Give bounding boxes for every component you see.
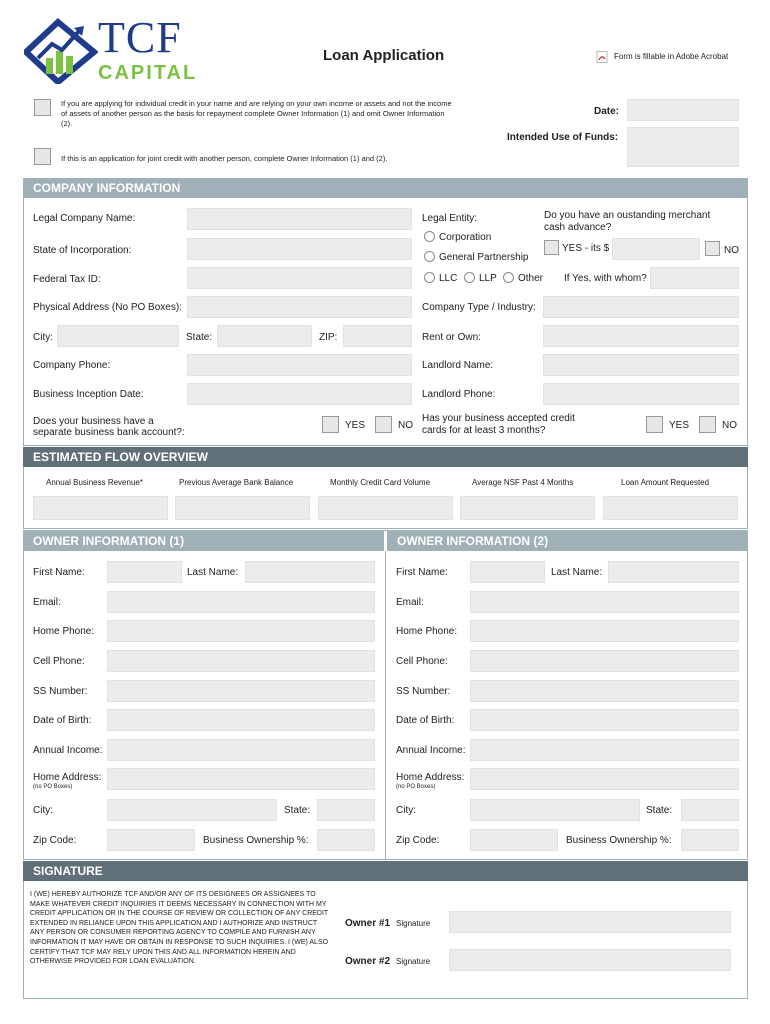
pdf-icon: [596, 51, 608, 63]
phone-label: Company Phone:: [33, 360, 111, 371]
owner1-last-label: Last Name:: [187, 567, 239, 578]
owner2-income-field[interactable]: [470, 739, 739, 761]
owner2-address-field[interactable]: [470, 768, 739, 790]
flow-col-balance: Previous Average Bank Balance: [179, 478, 294, 487]
joint-credit-checkbox[interactable]: [34, 148, 51, 165]
mca-question-line2: cash advance?: [544, 222, 612, 233]
other-label: Other: [518, 273, 544, 284]
owner1-signature-label: Signature: [396, 919, 431, 928]
address-field[interactable]: [187, 296, 412, 318]
partnership-label: General Partnership: [439, 252, 529, 263]
owner2-home-phone-label: Home Phone:: [396, 626, 458, 637]
owner2-city-label: City:: [396, 805, 416, 816]
individual-credit-checkbox[interactable]: [34, 99, 51, 116]
mca-amount-field[interactable]: [612, 238, 700, 260]
cards-no-checkbox[interactable]: [699, 416, 716, 433]
owner1-city-field[interactable]: [107, 799, 277, 821]
inception-field[interactable]: [187, 383, 412, 405]
owner2-dob-label: Date of Birth:: [396, 715, 455, 726]
zip-label: ZIP:: [319, 332, 338, 343]
logo-subtext: CAPITAL: [98, 62, 198, 84]
owner2-first-field[interactable]: [470, 561, 545, 583]
funds-field[interactable]: [627, 127, 739, 167]
mca-yes-checkbox[interactable]: [544, 240, 559, 255]
landlord-name-label: Landlord Name:: [422, 360, 494, 371]
other-radio[interactable]: [503, 272, 514, 283]
owner1-first-field[interactable]: [107, 561, 182, 583]
entity-label: Legal Entity:: [422, 213, 478, 224]
owner1-signature-owner-label: Owner #1: [345, 918, 391, 929]
owner2-zip-label: Zip Code:: [396, 835, 440, 846]
owner2-last-field[interactable]: [608, 561, 739, 583]
owner1-zip-field[interactable]: [107, 829, 195, 851]
bank-yes-label: YES: [345, 420, 366, 431]
state-field[interactable]: [217, 325, 312, 347]
owner1-state-label: State:: [284, 805, 311, 816]
owner2-ownership-label: Business Ownership %:: [566, 835, 672, 846]
owner2-state-label: State:: [646, 805, 673, 816]
owner2-email-field[interactable]: [470, 591, 739, 613]
owner1-address-field[interactable]: [107, 768, 375, 790]
page-title: Loan Application: [323, 47, 445, 64]
landlord-name-field[interactable]: [543, 354, 739, 376]
owner2-signature-owner-label: Owner #2: [345, 956, 391, 967]
cards-no-label: NO: [722, 420, 737, 431]
owner1-no-po-label: (no PO Boxes): [33, 784, 73, 790]
llc-radio[interactable]: [424, 272, 435, 283]
owner1-signature-field[interactable]: [449, 911, 731, 933]
revenue-field[interactable]: [33, 496, 168, 520]
owner1-first-label: First Name:: [33, 567, 85, 578]
legal-name-label: Legal Company Name:: [33, 213, 136, 224]
owner2-ssn-label: SS Number:: [396, 686, 451, 697]
mca-no-label: NO: [724, 245, 739, 256]
llc-label: LLC: [439, 273, 458, 284]
owner2-cell-field[interactable]: [470, 650, 739, 672]
city-field[interactable]: [57, 325, 179, 347]
landlord-phone-field[interactable]: [543, 383, 739, 405]
logo-text: TCF: [98, 13, 182, 62]
logo: [24, 13, 204, 88]
company-type-field[interactable]: [543, 296, 739, 318]
partnership-radio[interactable]: [424, 251, 435, 262]
owner2-signature-field[interactable]: [449, 949, 731, 971]
tax-id-label: Federal Tax ID:: [33, 274, 101, 285]
llp-label: LLP: [479, 273, 497, 284]
rent-own-label: Rent or Own:: [422, 332, 481, 343]
llp-radio[interactable]: [464, 272, 475, 283]
loan-amount-field[interactable]: [603, 496, 738, 520]
city-label: City:: [33, 332, 53, 343]
cards-yes-checkbox[interactable]: [646, 416, 663, 433]
owner1-ownership-field[interactable]: [317, 829, 375, 851]
rent-own-field[interactable]: [543, 325, 739, 347]
owner2-city-field[interactable]: [470, 799, 640, 821]
owner2-heading: OWNER INFORMATION (2): [387, 531, 748, 551]
with-whom-field[interactable]: [650, 267, 739, 289]
company-type-label: Company Type / Industry:: [422, 302, 536, 313]
owner1-home-phone-label: Home Phone:: [33, 626, 95, 637]
bank-yes-checkbox[interactable]: [322, 416, 339, 433]
owner2-ssn-field[interactable]: [470, 680, 739, 702]
inception-label: Business Inception Date:: [33, 389, 144, 400]
owner1-email-field[interactable]: [107, 591, 375, 613]
owner2-last-label: Last Name:: [551, 567, 603, 578]
owner1-heading: OWNER INFORMATION (1): [23, 531, 384, 551]
flow-col-loan: Loan Amount Requested: [621, 478, 710, 487]
nsf-field[interactable]: [460, 496, 595, 520]
balance-field[interactable]: [175, 496, 310, 520]
owner2-dob-field[interactable]: [470, 709, 739, 731]
flow-col-revenue: Annual Business Revenue*: [46, 478, 143, 487]
owner1-email-label: Email:: [33, 597, 61, 608]
mca-yes-label: YES - its $: [562, 243, 610, 254]
phone-field[interactable]: [187, 354, 412, 376]
owner2-first-label: First Name:: [396, 567, 448, 578]
acrobat-note: Form is fillable in Adobe Acrobat: [596, 51, 728, 63]
owner1-address-label: Home Address:: [33, 772, 102, 783]
owner1-income-label: Annual Income:: [33, 745, 103, 756]
cards-question-line2: cards for at least 3 months?: [422, 425, 546, 436]
state-inc-label: State of Incorporation:: [33, 245, 132, 256]
owner2-zip-field[interactable]: [470, 829, 558, 851]
owner2-email-label: Email:: [396, 597, 424, 608]
date-label: Date:: [594, 106, 620, 117]
cards-question-line1: Has your business accepted credit: [422, 413, 575, 424]
owner2-state-field[interactable]: [681, 799, 739, 821]
corporation-radio[interactable]: [424, 231, 435, 242]
with-whom-label: If Yes, with whom?: [564, 273, 647, 284]
bank-question-line1: Does your business have a: [33, 416, 154, 427]
flow-col-cc-volume: Monthly Credit Card Volume: [330, 478, 431, 487]
bank-no-checkbox[interactable]: [375, 416, 392, 433]
address-label: Physical Address (No PO Boxes):: [33, 302, 182, 313]
owner1-cell-label: Cell Phone:: [33, 656, 85, 667]
cc-volume-field[interactable]: [318, 496, 453, 520]
owner1-cell-field[interactable]: [107, 650, 375, 672]
flow-heading: ESTIMATED FLOW OVERVIEW: [23, 447, 748, 467]
bank-question-line2: separate business bank account?:: [33, 427, 185, 438]
owner1-last-field[interactable]: [245, 561, 375, 583]
owner2-ownership-field[interactable]: [681, 829, 739, 851]
owner2-home-phone-field[interactable]: [470, 620, 739, 642]
state-label: State:: [186, 332, 213, 343]
joint-credit-text: If this is an application for joint credit with another person, complete Owner Information (1) and (2).: [61, 154, 388, 163]
owner1-ownership-label: Business Ownership %:: [203, 835, 309, 846]
logo-icon: [24, 18, 98, 84]
company-heading: COMPANY INFORMATION: [23, 178, 748, 198]
mca-no-checkbox[interactable]: [705, 241, 720, 256]
owner2-cell-label: Cell Phone:: [396, 656, 448, 667]
signature-authorization-text: I (WE) HEREBY AUTHORIZE TCF AND/OR ANY OF ITS DESIGNEES OR ASSIGNEES TO MAKE WHATEVER CREDIT INQUIRIES IT DEEMS NECESSARY IN CONNECTION WITH MY CREDIT APPLICATION OR IN THE COURSE OF REVIEW OR COLLECTION OF ANY CREDIT EXTENDED IN RELIANCE UPON THIS APPLICATION AND I AUTHORIZE AND INSTRUCT ANY PERSON OR CONSUMER REPORTING AGENCY TO COMPILE AND FURNISH ANY INFORMATION IT MAY HAVE OR OBTAIN IN RESPONSE TO SUCH INQUIRIES. I (WE) ALSO CERTIFY THAT TCF MAY RELY UPON THIS AND ALL INFORMATION HEREIN AND OTHERWISE PROVIDED FOR LOAN EVALUATION.: [30, 891, 329, 966]
owner1-ssn-field[interactable]: [107, 680, 375, 702]
date-field[interactable]: [627, 99, 739, 121]
funds-label: Intended Use of Funds:: [507, 132, 619, 143]
owner1-zip-label: Zip Code:: [33, 835, 77, 846]
zip-field[interactable]: [343, 325, 412, 347]
state-inc-field[interactable]: [187, 238, 412, 260]
owner1-ssn-label: SS Number:: [33, 686, 88, 697]
owner2-income-label: Annual Income:: [396, 745, 466, 756]
flow-col-nsf: Average NSF Past 4 Months: [472, 478, 574, 487]
owner1-income-field[interactable]: [107, 739, 375, 761]
owner2-signature-label: Signature: [396, 957, 431, 966]
legal-name-field[interactable]: [187, 208, 412, 230]
bank-no-label: NO: [398, 420, 413, 431]
owner2-address-label: Home Address:: [396, 772, 465, 783]
owner2-no-po-label: (no PO Boxes): [396, 784, 436, 790]
signature-heading: SIGNATURE: [23, 861, 748, 881]
tax-id-field[interactable]: [187, 267, 412, 289]
corporation-label: Corporation: [439, 232, 492, 243]
owner-divider: [385, 551, 386, 860]
owner1-dob-label: Date of Birth:: [33, 715, 92, 726]
individual-credit-text: If you are applying for individual credit in your name and are relying on your own income or assets and not the income of assets of another person as the basis for repayment complete Owner Information (1) and omit Owner Information (2).: [61, 99, 452, 128]
owner1-city-label: City:: [33, 805, 53, 816]
owner1-state-field[interactable]: [317, 799, 375, 821]
mca-question-line1: Do you have an oustanding merchant: [544, 210, 711, 221]
cards-yes-label: YES: [669, 420, 690, 431]
landlord-phone-label: Landlord Phone:: [422, 389, 496, 400]
owner1-dob-field[interactable]: [107, 709, 375, 731]
owner1-home-phone-field[interactable]: [107, 620, 375, 642]
